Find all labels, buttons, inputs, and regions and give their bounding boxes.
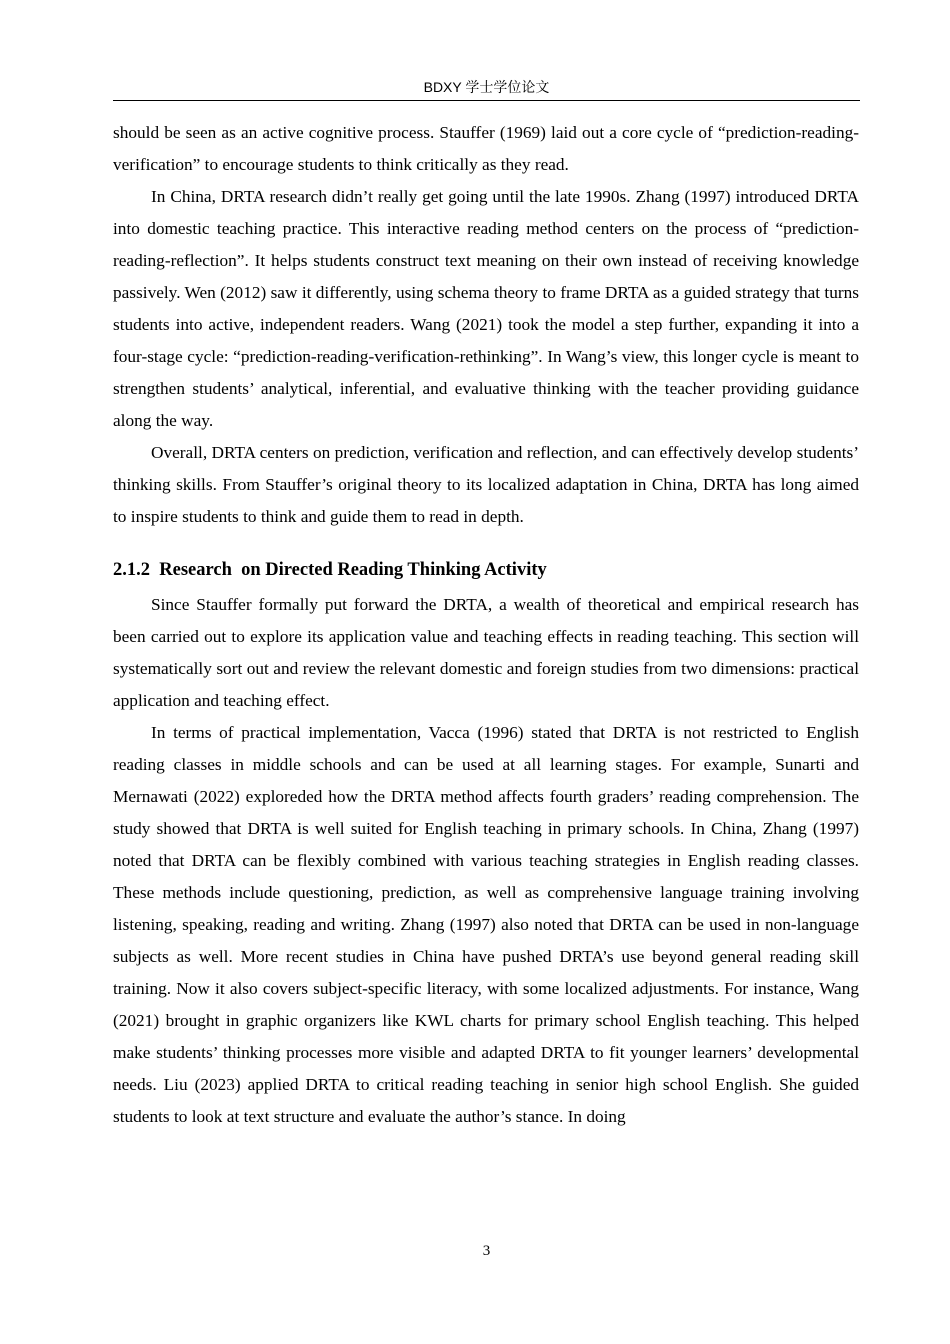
document-body <box>113 117 859 1133</box>
body-paragraph-drta-china: In China, DRTA research didn’t really get going until the late 1990s. Zhang (1997) introduced DRTA into domestic teaching practice. This interactive reading method centers on the process of “prediction-reading-reflection”. It helps students construct text meaning on their own instead of receiving knowledge passively. Wen (2012) saw it differently, using schema theory to frame DRTA as a guided strategy that turns students into active, independent readers. Wang (2021) took the model a step further, expanding it into a four-stage cycle: “prediction-reading-verification-rethinking”. In Wang’s view, this longer cycle is meant to strengthen students’ analytical, inferential, and evaluative thinking with the teacher providing guidance along the way. <box>113 187 859 430</box>
page-number: 3 <box>482 1243 491 1259</box>
running-header: BDXY 学士学位论文 <box>423 79 550 95</box>
body-paragraph-practical-implementation: In terms of practical implementation, Vacca (1996) stated that DRTA is not restricted to English reading classes in middle schools and can be used at all learning stages. For example, Sunarti and Mernawati (2022) exploreded how the DRTA method affects fourth graders’ reading comprehension. The study showed that DRTA is well suited for English teaching in primary schools. In China, Zhang (1997) noted that DRTA can be flexibly combined with various teaching strategies in English reading classes. These methods include questioning, prediction, as well as comprehensive language training involving listening, speaking, reading and writing. Zhang (1997) also noted that DRTA can be used in non-language subjects as well. More recent studies in China have pushed DRTA’s use beyond general reading skill training. Now it also covers subject-specific literacy, with some localized adjustments. For instance, Wang (2021) brought in graphic organizers like KWL charts for primary school English teaching. This helped make students’ thinking processes more visible and adapted DRTA to fit younger learners’ developmental needs. Liu (2023) applied DRTA to critical reading teaching in senior high school English. She guided students to look at text structure and evaluate the author’s stance. In doing <box>113 723 859 1126</box>
body-paragraph-overall: Overall, DRTA centers on prediction, verification and reflection, and can effectively develop students’ thinking skills. From Stauffer’s original theory to its localized adaptation in China, DRTA has long aimed to inspire students to think and guide them to read in depth. <box>113 443 859 526</box>
section-heading: 2.1.2 Research on Directed Reading Thinking Activity <box>113 560 547 580</box>
body-paragraph-continued: should be seen as an active cognitive process. Stauffer (1969) laid out a core cycle of “prediction-reading-verification” to encourage students to think critically as they read. <box>113 123 859 174</box>
header-rule <box>113 100 860 101</box>
body-paragraph-research-intro: Since Stauffer formally put forward the DRTA, a wealth of theoretical and empirical research has been carried out to explore its application value and teaching effects in reading teaching. This section will systematically sort out and review the relevant domestic and foreign studies from two dimensions: practical application and teaching effect. <box>113 595 859 710</box>
